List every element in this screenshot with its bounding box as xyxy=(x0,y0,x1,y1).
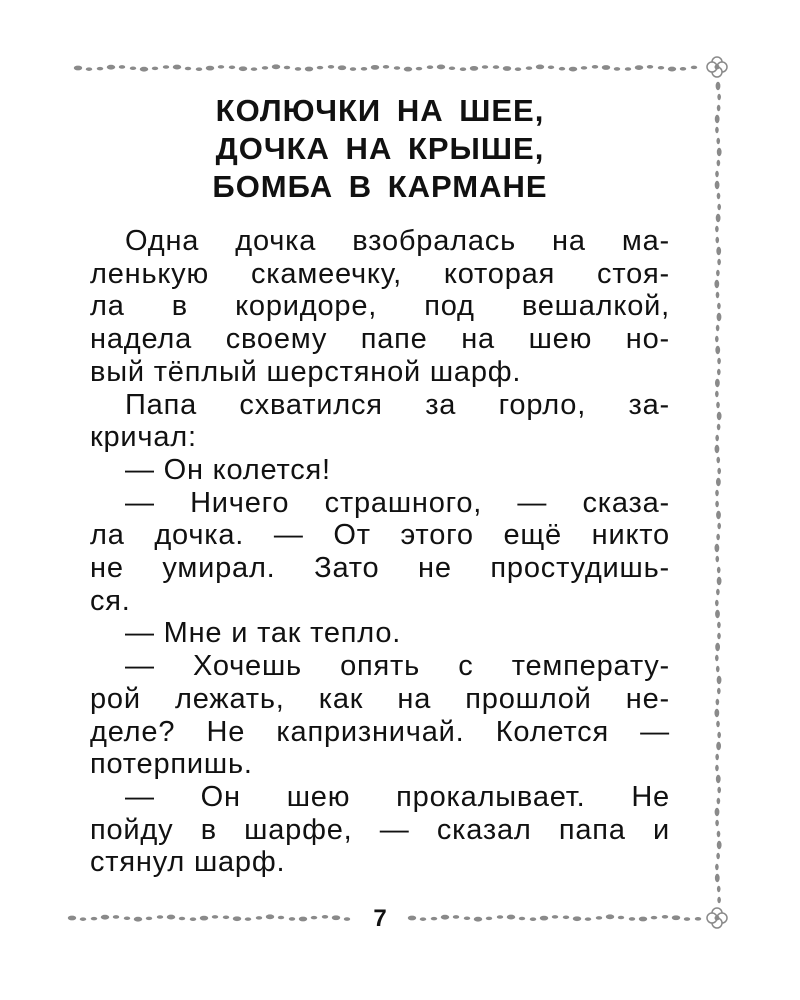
border-dot xyxy=(470,66,478,71)
text-line: пойду в шарфе, — сказал папа и xyxy=(90,813,670,846)
border-dot xyxy=(295,67,301,71)
border-dot xyxy=(441,915,449,920)
border-dot xyxy=(179,917,185,921)
border-dot xyxy=(322,915,328,919)
border-dot xyxy=(680,67,686,71)
border-dot xyxy=(639,917,647,922)
border-dot xyxy=(503,66,511,71)
border-dot xyxy=(431,917,437,921)
border-dot xyxy=(272,64,280,69)
border-dot xyxy=(715,379,720,387)
border-dot xyxy=(596,916,602,920)
border-dot xyxy=(716,853,720,859)
border-dot xyxy=(717,193,721,199)
border-bottom-left xyxy=(68,914,350,921)
border-dot xyxy=(317,66,323,70)
border-dot xyxy=(715,765,719,771)
text-line: — Ничего страшного, — сказа- xyxy=(125,486,670,519)
border-dot xyxy=(717,204,721,210)
border-dot xyxy=(134,917,142,922)
border-dot xyxy=(717,787,721,793)
text-line: ла в коридоре, под вешалкой, xyxy=(90,290,670,323)
paragraph xyxy=(90,225,670,389)
border-dot xyxy=(716,270,720,276)
border-dot xyxy=(715,445,720,453)
chapter-title-line: ДОЧКА НА КРЫШЕ, xyxy=(215,131,545,166)
border-dot xyxy=(602,65,610,70)
border-dot xyxy=(497,915,503,919)
border-dot xyxy=(717,259,721,265)
paragraph xyxy=(90,389,670,454)
border-dot xyxy=(206,66,214,71)
border-dot xyxy=(716,82,721,90)
border-dot xyxy=(716,775,721,783)
text-line: потерпишь. xyxy=(90,748,253,781)
paragraph xyxy=(90,617,670,650)
border-dot xyxy=(691,66,697,70)
text-line: вый тёплый шерстяной шарф. xyxy=(90,355,522,388)
border-dot xyxy=(714,280,719,288)
border-dot xyxy=(552,915,558,919)
text-line: Папа схватился за горло, за- xyxy=(125,388,670,421)
border-dot xyxy=(101,915,109,920)
border-dot xyxy=(717,633,721,639)
border-dot xyxy=(715,808,720,816)
border-dot xyxy=(420,917,426,921)
border-dot xyxy=(328,65,334,69)
border-dot xyxy=(717,622,721,628)
chapter-title-line: БОМБА В КАРМАНЕ xyxy=(212,169,548,204)
border-dot xyxy=(449,66,455,70)
border-dot xyxy=(218,65,224,69)
border-dot xyxy=(404,67,412,72)
text-line: не умирал. Зато не простудишь- xyxy=(90,552,670,585)
border-dot xyxy=(80,917,86,921)
border-dot xyxy=(130,66,136,70)
border-dot xyxy=(716,214,721,222)
border-dot xyxy=(569,67,577,72)
border-dot xyxy=(715,556,719,562)
border-dot xyxy=(717,313,722,321)
border-dot xyxy=(717,798,721,804)
border-dot xyxy=(68,916,76,921)
border-dot xyxy=(715,820,719,826)
border-dot xyxy=(717,358,721,364)
border-dot xyxy=(394,66,400,70)
border-dot xyxy=(614,67,620,71)
border-dot xyxy=(289,917,295,921)
border-dot xyxy=(715,501,719,507)
border-dot xyxy=(717,468,721,474)
border-dot xyxy=(581,66,587,70)
border-dot xyxy=(715,874,720,882)
border-dot xyxy=(715,226,719,232)
border-dot xyxy=(507,915,515,920)
border-dot xyxy=(536,64,544,69)
border-dot xyxy=(245,917,251,921)
border-dot xyxy=(113,915,119,919)
border-dot xyxy=(284,66,290,70)
border-dot xyxy=(715,181,720,189)
paragraph xyxy=(90,650,670,781)
text-line: кричал: xyxy=(90,421,197,454)
text-line: — Мне и так тепло. xyxy=(125,617,402,650)
border-dot xyxy=(383,65,389,69)
story-text xyxy=(90,225,670,879)
border-dot xyxy=(717,831,721,837)
border-dot xyxy=(119,65,125,69)
border-dot xyxy=(361,67,367,71)
border-dot xyxy=(86,67,92,71)
border-dot xyxy=(717,412,722,420)
border-dot xyxy=(146,917,152,921)
border-dot xyxy=(672,915,680,920)
border-dot xyxy=(715,655,719,661)
border-dot xyxy=(157,915,163,919)
border-dot xyxy=(717,148,722,156)
border-dot xyxy=(482,65,488,69)
text-line: стянул шарф. xyxy=(90,846,286,879)
border-dot xyxy=(540,916,548,921)
border-dot xyxy=(618,916,624,920)
border-dot xyxy=(573,916,581,921)
text-line: деле? Не капризничай. Колется — xyxy=(90,715,670,748)
border-dot xyxy=(716,138,720,144)
border-dot xyxy=(427,65,433,69)
border-dot xyxy=(229,65,235,69)
border-dot xyxy=(256,916,262,920)
border-dot xyxy=(262,66,268,70)
border-dot xyxy=(416,67,422,71)
border-dot xyxy=(717,688,721,694)
border-dot xyxy=(474,917,482,922)
border-dot xyxy=(695,917,701,921)
flower-center xyxy=(715,916,720,921)
border-dot xyxy=(190,917,196,921)
border-dot xyxy=(715,864,719,870)
border-dot xyxy=(163,65,169,69)
border-dot xyxy=(715,336,719,342)
border-dot xyxy=(715,600,719,606)
border-top xyxy=(74,64,697,71)
page-number: 7 xyxy=(373,905,387,932)
border-dot xyxy=(717,303,721,309)
paragraph xyxy=(90,454,670,487)
flower-ornament-bottom-icon xyxy=(707,908,727,928)
border-dot xyxy=(647,65,653,69)
border-dot xyxy=(715,127,719,133)
border-dot xyxy=(563,915,569,919)
border-dot xyxy=(185,67,191,71)
border-dot xyxy=(715,346,720,354)
border-dot xyxy=(716,666,720,672)
border-dot xyxy=(716,247,721,255)
border-dot xyxy=(715,391,719,397)
border-dot xyxy=(344,917,350,921)
border-dot xyxy=(74,66,82,71)
border-dot xyxy=(717,577,722,585)
border-dot xyxy=(658,66,664,70)
border-dot xyxy=(559,67,565,71)
border-dot xyxy=(715,610,720,618)
border-dot xyxy=(717,424,721,430)
border-dot xyxy=(299,917,307,922)
border-dot xyxy=(717,886,721,892)
border-dot xyxy=(717,732,721,738)
border-dot xyxy=(530,917,536,921)
border-dot xyxy=(716,478,721,486)
border-dot xyxy=(371,65,379,70)
border-dot xyxy=(606,914,614,919)
border-dot xyxy=(716,325,720,331)
text-line: ла дочка. — От этого ещё никто xyxy=(90,519,670,552)
border-dot xyxy=(585,917,591,921)
border-dot xyxy=(493,65,499,69)
border-dot xyxy=(662,915,668,919)
border-dot xyxy=(714,544,719,552)
border-dot xyxy=(592,65,598,69)
border-dot xyxy=(715,237,719,243)
chapter-title xyxy=(90,92,670,206)
border-dot xyxy=(717,841,722,849)
border-dot xyxy=(684,917,690,921)
text-line: надела своему папе на шею но- xyxy=(90,323,670,356)
border-dot xyxy=(519,917,525,921)
border-dot xyxy=(625,67,631,71)
text-line: — Он колется! xyxy=(125,453,331,486)
border-dot xyxy=(716,534,720,540)
border-dot xyxy=(668,67,676,72)
border-dot xyxy=(716,457,720,463)
border-dot xyxy=(715,490,719,496)
border-dot xyxy=(715,171,719,177)
border-dot xyxy=(167,915,175,920)
text-line: Одна дочка взобралась на ма- xyxy=(125,225,670,257)
border-dot xyxy=(716,742,721,750)
border-dot xyxy=(223,915,229,919)
border-dot xyxy=(716,292,720,298)
border-dot xyxy=(716,699,720,705)
border-dot xyxy=(548,65,554,69)
border-dot xyxy=(526,66,532,70)
flower-ornament-top-icon xyxy=(707,57,727,77)
border-dot xyxy=(266,914,274,919)
border-dot xyxy=(716,511,721,519)
border-dot xyxy=(200,916,208,921)
border-dot xyxy=(152,67,158,71)
border-dot xyxy=(196,67,202,71)
border-dot xyxy=(91,917,97,921)
border-dot xyxy=(716,402,720,408)
border-dot xyxy=(651,916,657,920)
border-dot xyxy=(717,676,722,684)
border-dot xyxy=(717,523,721,529)
border-dot xyxy=(212,915,218,919)
flower-center xyxy=(715,65,720,70)
border-dot xyxy=(717,369,721,375)
border-dot xyxy=(239,66,247,71)
paragraph xyxy=(90,487,670,618)
border-dot xyxy=(350,67,356,71)
border-dot xyxy=(124,916,130,920)
border-dot xyxy=(715,643,720,651)
border-dot xyxy=(717,105,721,111)
border-dot xyxy=(97,67,103,71)
border-dot xyxy=(408,916,416,921)
text-line: ленькую скамеечку, которая стоя- xyxy=(90,257,670,290)
border-dot xyxy=(715,754,719,760)
border-right xyxy=(714,82,721,903)
text-line: — Он шею прокалывает. Не xyxy=(125,780,670,813)
border-dot xyxy=(714,709,719,717)
border-dot xyxy=(717,897,721,903)
chapter-title-line: КОЛЮЧКИ НА ШЕЕ, xyxy=(215,93,545,128)
border-dot xyxy=(311,916,317,920)
border-dot xyxy=(278,916,284,920)
border-dot xyxy=(716,589,720,595)
border-dot xyxy=(717,160,721,166)
border-dot xyxy=(173,65,181,70)
border-dot xyxy=(251,67,257,71)
border-dot xyxy=(233,916,241,921)
border-dot xyxy=(716,721,720,727)
border-dot xyxy=(715,435,719,441)
border-dot xyxy=(453,915,459,919)
border-dot xyxy=(140,67,148,72)
border-dot xyxy=(635,65,643,70)
paragraph xyxy=(90,781,670,879)
border-dot xyxy=(486,917,492,921)
border-dot xyxy=(437,65,445,70)
border-dot xyxy=(338,65,346,70)
border-dot xyxy=(717,567,721,573)
border-dot xyxy=(717,94,721,100)
border-dot xyxy=(107,65,115,70)
border-dot xyxy=(715,115,720,123)
border-dot xyxy=(515,67,521,71)
border-dot xyxy=(460,67,466,71)
border-bottom-right xyxy=(408,914,701,921)
border-dot xyxy=(464,916,470,920)
border-dot xyxy=(629,917,635,921)
border-dot xyxy=(305,67,313,72)
text-line: рой лежать, как на прошлой не- xyxy=(90,682,670,715)
border-dot xyxy=(332,915,340,920)
text-line: — Хочешь опять с температу- xyxy=(125,650,670,683)
text-line: ся. xyxy=(90,584,131,617)
